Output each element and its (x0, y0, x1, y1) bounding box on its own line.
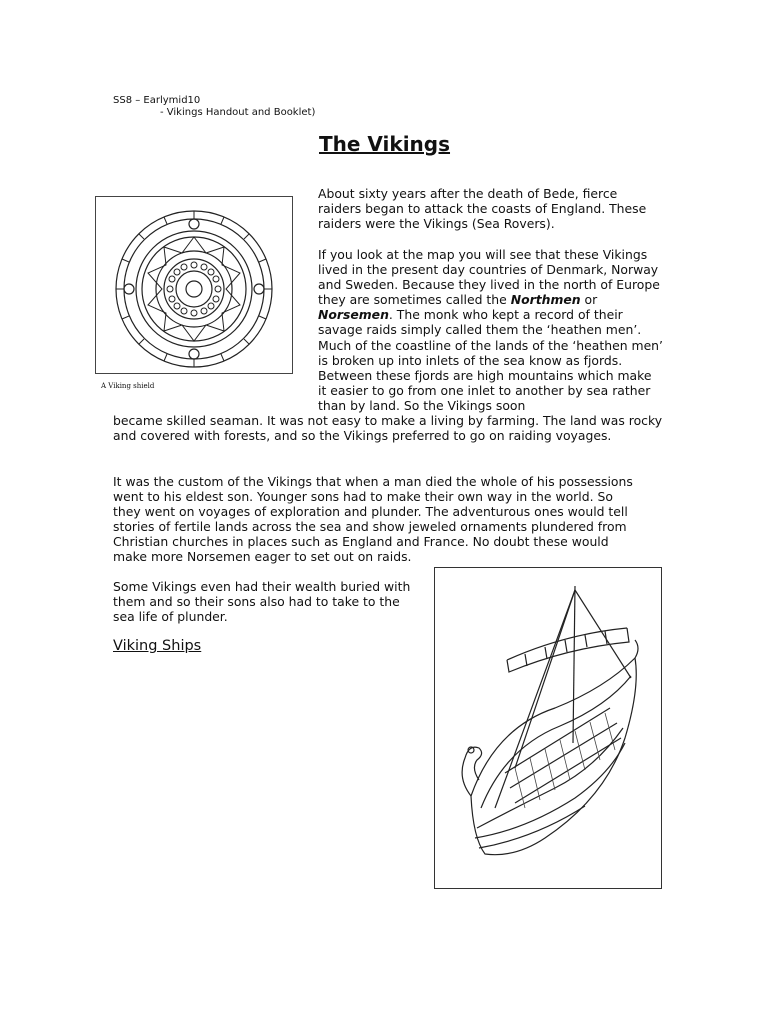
ship-figure (434, 567, 662, 889)
paragraph-1: About sixty years after the death of Bede, fierce raiders began to attack the coasts of England. These raiders were the Vikings (Sea Rovers). (318, 186, 647, 232)
shield-caption: A Viking shield (101, 382, 155, 390)
page-title: The Vikings (319, 132, 451, 156)
shield-frame (95, 196, 293, 374)
term-norsemen: Norsemen (318, 307, 389, 323)
viking-shield-illustration (96, 197, 292, 373)
paragraph-4: Some Vikings even had their wealth buried with them and so their sons also had to take to the sea life of plunder. (113, 579, 411, 625)
paragraph-2-end: . The monk who kept a record of their savage raids simply called them the ‘heathen men’. Much of the coastline of the lands of the ‘heathen men’ is broken up into inlets of the sea know as fjords. Between these fjords are high mountains which make it easier to go from one inlet to another by sea rather than by land. So the Vikings soon (318, 307, 663, 413)
paragraph-2-continued: became skilled seaman. It was not easy to make a living by farming. The land was rocky and covered with forests, and so the Vikings preferred to go on raiding voyages. (113, 413, 663, 444)
paragraph-2-or: or (580, 292, 598, 308)
paragraph-2-start: If you look at the map you will see that these Vikings lived in the present day countries of Denmark, Norway and Sweden. Because they lived in the north of Europe they are sometimes called the (318, 247, 660, 308)
header-line-1: SS8 – Earlymid10 (113, 95, 201, 106)
header-line-2: - Vikings Handout and Booklet) (160, 107, 316, 118)
shield-figure (91, 192, 297, 402)
viking-ship-illustration (435, 568, 661, 888)
paragraph-2 (318, 247, 663, 413)
term-northmen: Northmen (510, 292, 581, 308)
subheading-viking-ships: Viking Ships (113, 638, 202, 654)
paragraph-3: It was the custom of the Vikings that when a man died the whole of his possessions went to his eldest son. Younger sons had to make their own way in the world. So they went on voyages of exploration and plunder. The adventurous ones would tell stories of fertile lands across the sea and show jeweled ornaments plundered from Christian churches in places such as England and France. No doubt these would make more Norsemen eager to set out on raids. (113, 474, 633, 565)
